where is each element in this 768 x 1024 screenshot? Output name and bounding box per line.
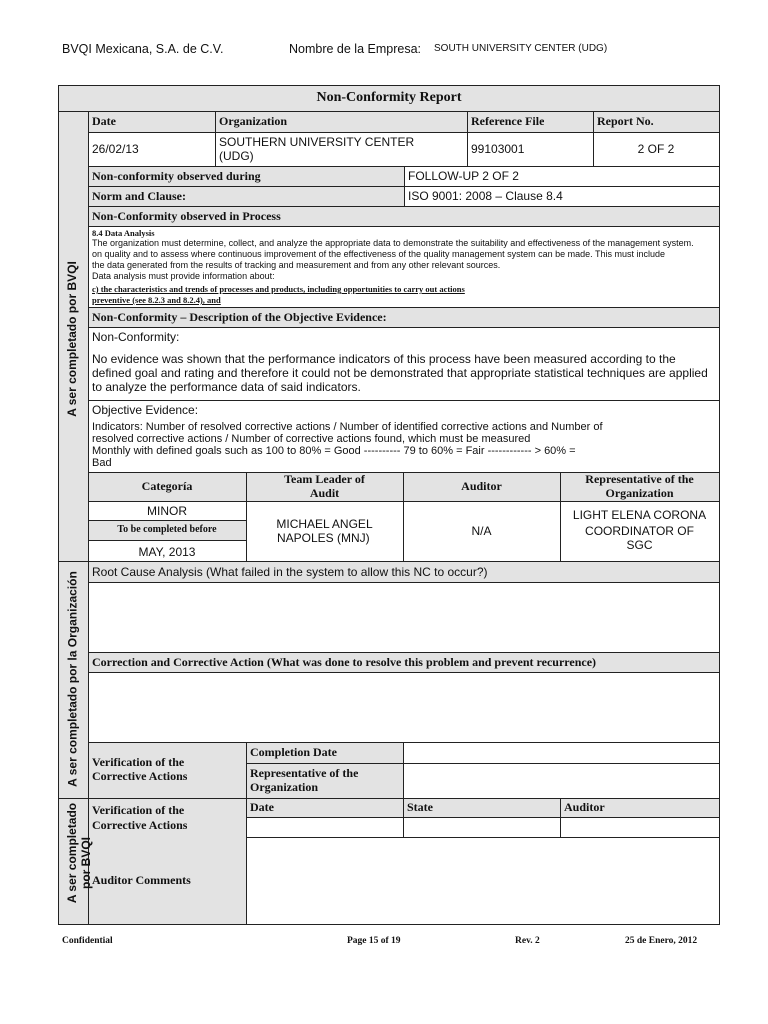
company-name-value: SOUTH UNIVERSITY CENTER (UDG)	[434, 43, 608, 54]
side-label-organization: A ser completado por la Organización	[65, 571, 80, 787]
nc-text-2: defined goal and rating and therefore it could not be demonstrated that appropriate statistical techniques are applied	[92, 366, 708, 380]
observed-during-label: Non-conformity observed during	[92, 169, 261, 183]
verification-org-label-1: Verification of the	[92, 755, 185, 769]
categoria-value: MINOR	[147, 504, 187, 518]
completion-date-label: Completion Date	[250, 745, 337, 759]
organization-value-1: SOUTHERN UNIVERSITY CENTER	[219, 135, 415, 149]
observed-during-value: FOLLOW-UP 2 OF 2	[408, 169, 519, 183]
reference-file-header: Reference File	[471, 114, 545, 128]
rep-value-2: COORDINATOR OF	[585, 524, 694, 538]
oe-label: Objective Evidence:	[92, 403, 199, 417]
completion-date-field[interactable]	[404, 743, 719, 762]
team-leader-header-2: Audit	[309, 486, 340, 500]
correction-label: Correction and Corrective Action (What was done to resolve this problem and prevent recurrence)	[92, 655, 597, 669]
bvqi-auditor-field[interactable]	[561, 818, 719, 836]
auditor-header: Auditor	[461, 479, 502, 493]
verification-org-label-2: Corrective Actions	[92, 769, 188, 783]
bvqi-date-header: Date	[250, 800, 274, 814]
verification-bvqi-label-1: Verification of the	[92, 803, 185, 817]
auditor-comments-area[interactable]	[247, 838, 719, 924]
company-name-label: Nombre de la Empresa:	[289, 42, 422, 56]
side-label-bvqi-b: por BVQI	[79, 837, 93, 890]
description-label: Non-Conformity – Description of the Objective Evidence:	[92, 310, 387, 324]
company-header: BVQI Mexicana, S.A. de C.V.	[62, 42, 224, 56]
categoria-header: Categoría	[141, 479, 193, 493]
process-text-5: c) the characteristics and trends of processes and products, including opportunities to carry out actions	[92, 284, 465, 294]
footer-page: Page 15 of 19	[347, 936, 401, 946]
rep-value-3: SGC	[626, 538, 653, 552]
report-title: Non-Conformity Report	[316, 90, 462, 105]
completed-before-value: MAY, 2013	[138, 545, 196, 559]
team-leader-value-2: NAPOLES (MNJ)	[277, 531, 370, 545]
footer-rev: Rev. 2	[515, 936, 540, 946]
completed-before-label: To be completed before	[117, 524, 217, 535]
process-label: Non-Conformity observed in Process	[92, 209, 281, 223]
oe-text-4: Bad	[92, 457, 112, 469]
process-text-3: the data generated from the results of tracking and measurement and from any other relevant sources.	[92, 260, 501, 270]
organization-value-2: (UDG)	[219, 149, 254, 163]
process-heading: 8.4 Data Analysis	[92, 228, 155, 238]
rep-org-label-1: Representative of the	[250, 766, 359, 780]
process-text-2: on quality and to assess where continuous improvement of the effectiveness of the quality management system can be made. This must include	[92, 249, 665, 259]
side-label-bvqi-a: A ser completado	[65, 802, 79, 904]
correction-area[interactable]	[89, 673, 719, 741]
side-label-bvqi: A ser completado por BVQI	[65, 261, 79, 417]
process-text-1: The organization must determine, collect, and analyze the appropriate data to demonstrate the suitability and effectiveness of the management system.	[92, 238, 694, 248]
rep-org-field[interactable]	[404, 764, 719, 797]
team-leader-value-1: MICHAEL ANGEL	[276, 517, 373, 531]
report-no-value: 2 OF 2	[637, 142, 675, 156]
oe-text-3: Monthly with defined goals such as 100 to 80% = Good ---------- 79 to 60% = Fair ------------ > 60% =	[92, 445, 576, 457]
norm-label: Norm and Clause:	[92, 189, 187, 203]
rep-org-header-2: Organization	[605, 486, 674, 500]
verification-bvqi-label-2: Corrective Actions	[92, 818, 188, 832]
team-leader-header-1: Team Leader of	[284, 472, 365, 486]
reference-file-value: 99103001	[471, 142, 525, 156]
rep-org-label-2: Organization	[250, 780, 318, 794]
report-no-header: Report No.	[597, 114, 654, 128]
date-header: Date	[92, 114, 116, 128]
auditor-value: N/A	[471, 524, 492, 538]
nc-text-1: No evidence was shown that the performance indicators of this process have been measured according to the	[92, 352, 676, 366]
root-cause-area[interactable]	[89, 583, 719, 651]
oe-text-2: resolved corrective actions / Number of corrective actions found, which must be measured	[92, 433, 531, 445]
process-text-4: Data analysis must provide information about:	[92, 271, 275, 281]
bvqi-auditor-header: Auditor	[564, 800, 605, 814]
nc-label: Non-Conformity:	[92, 330, 180, 344]
oe-text-1: Indicators: Number of resolved corrective actions / Number of identified corrective actions and Number of	[92, 421, 603, 433]
rep-value-1: LIGHT ELENA CORONA	[572, 508, 707, 522]
nc-text-3: to analyze the performance data of said indicators.	[92, 380, 361, 394]
bvqi-state-header: State	[407, 800, 433, 814]
organization-header: Organization	[219, 114, 287, 128]
bvqi-state-field[interactable]	[404, 818, 559, 836]
norm-value: ISO 9001: 2008 – Clause 8.4	[408, 189, 563, 203]
rep-org-header-1: Representative of the	[585, 472, 694, 486]
auditor-comments-label: Auditor Comments	[92, 873, 191, 887]
footer-date: 25 de Enero, 2012	[625, 936, 698, 946]
date-value: 26/02/13	[92, 142, 139, 156]
footer-confidential: Confidential	[62, 936, 113, 946]
bvqi-date-field[interactable]	[247, 818, 402, 836]
process-text-6: preventive (see 8.2.3 and 8.2.4), and	[92, 295, 221, 305]
root-cause-label: Root Cause Analysis (What failed in the system to allow this NC to occur?)	[92, 565, 488, 579]
